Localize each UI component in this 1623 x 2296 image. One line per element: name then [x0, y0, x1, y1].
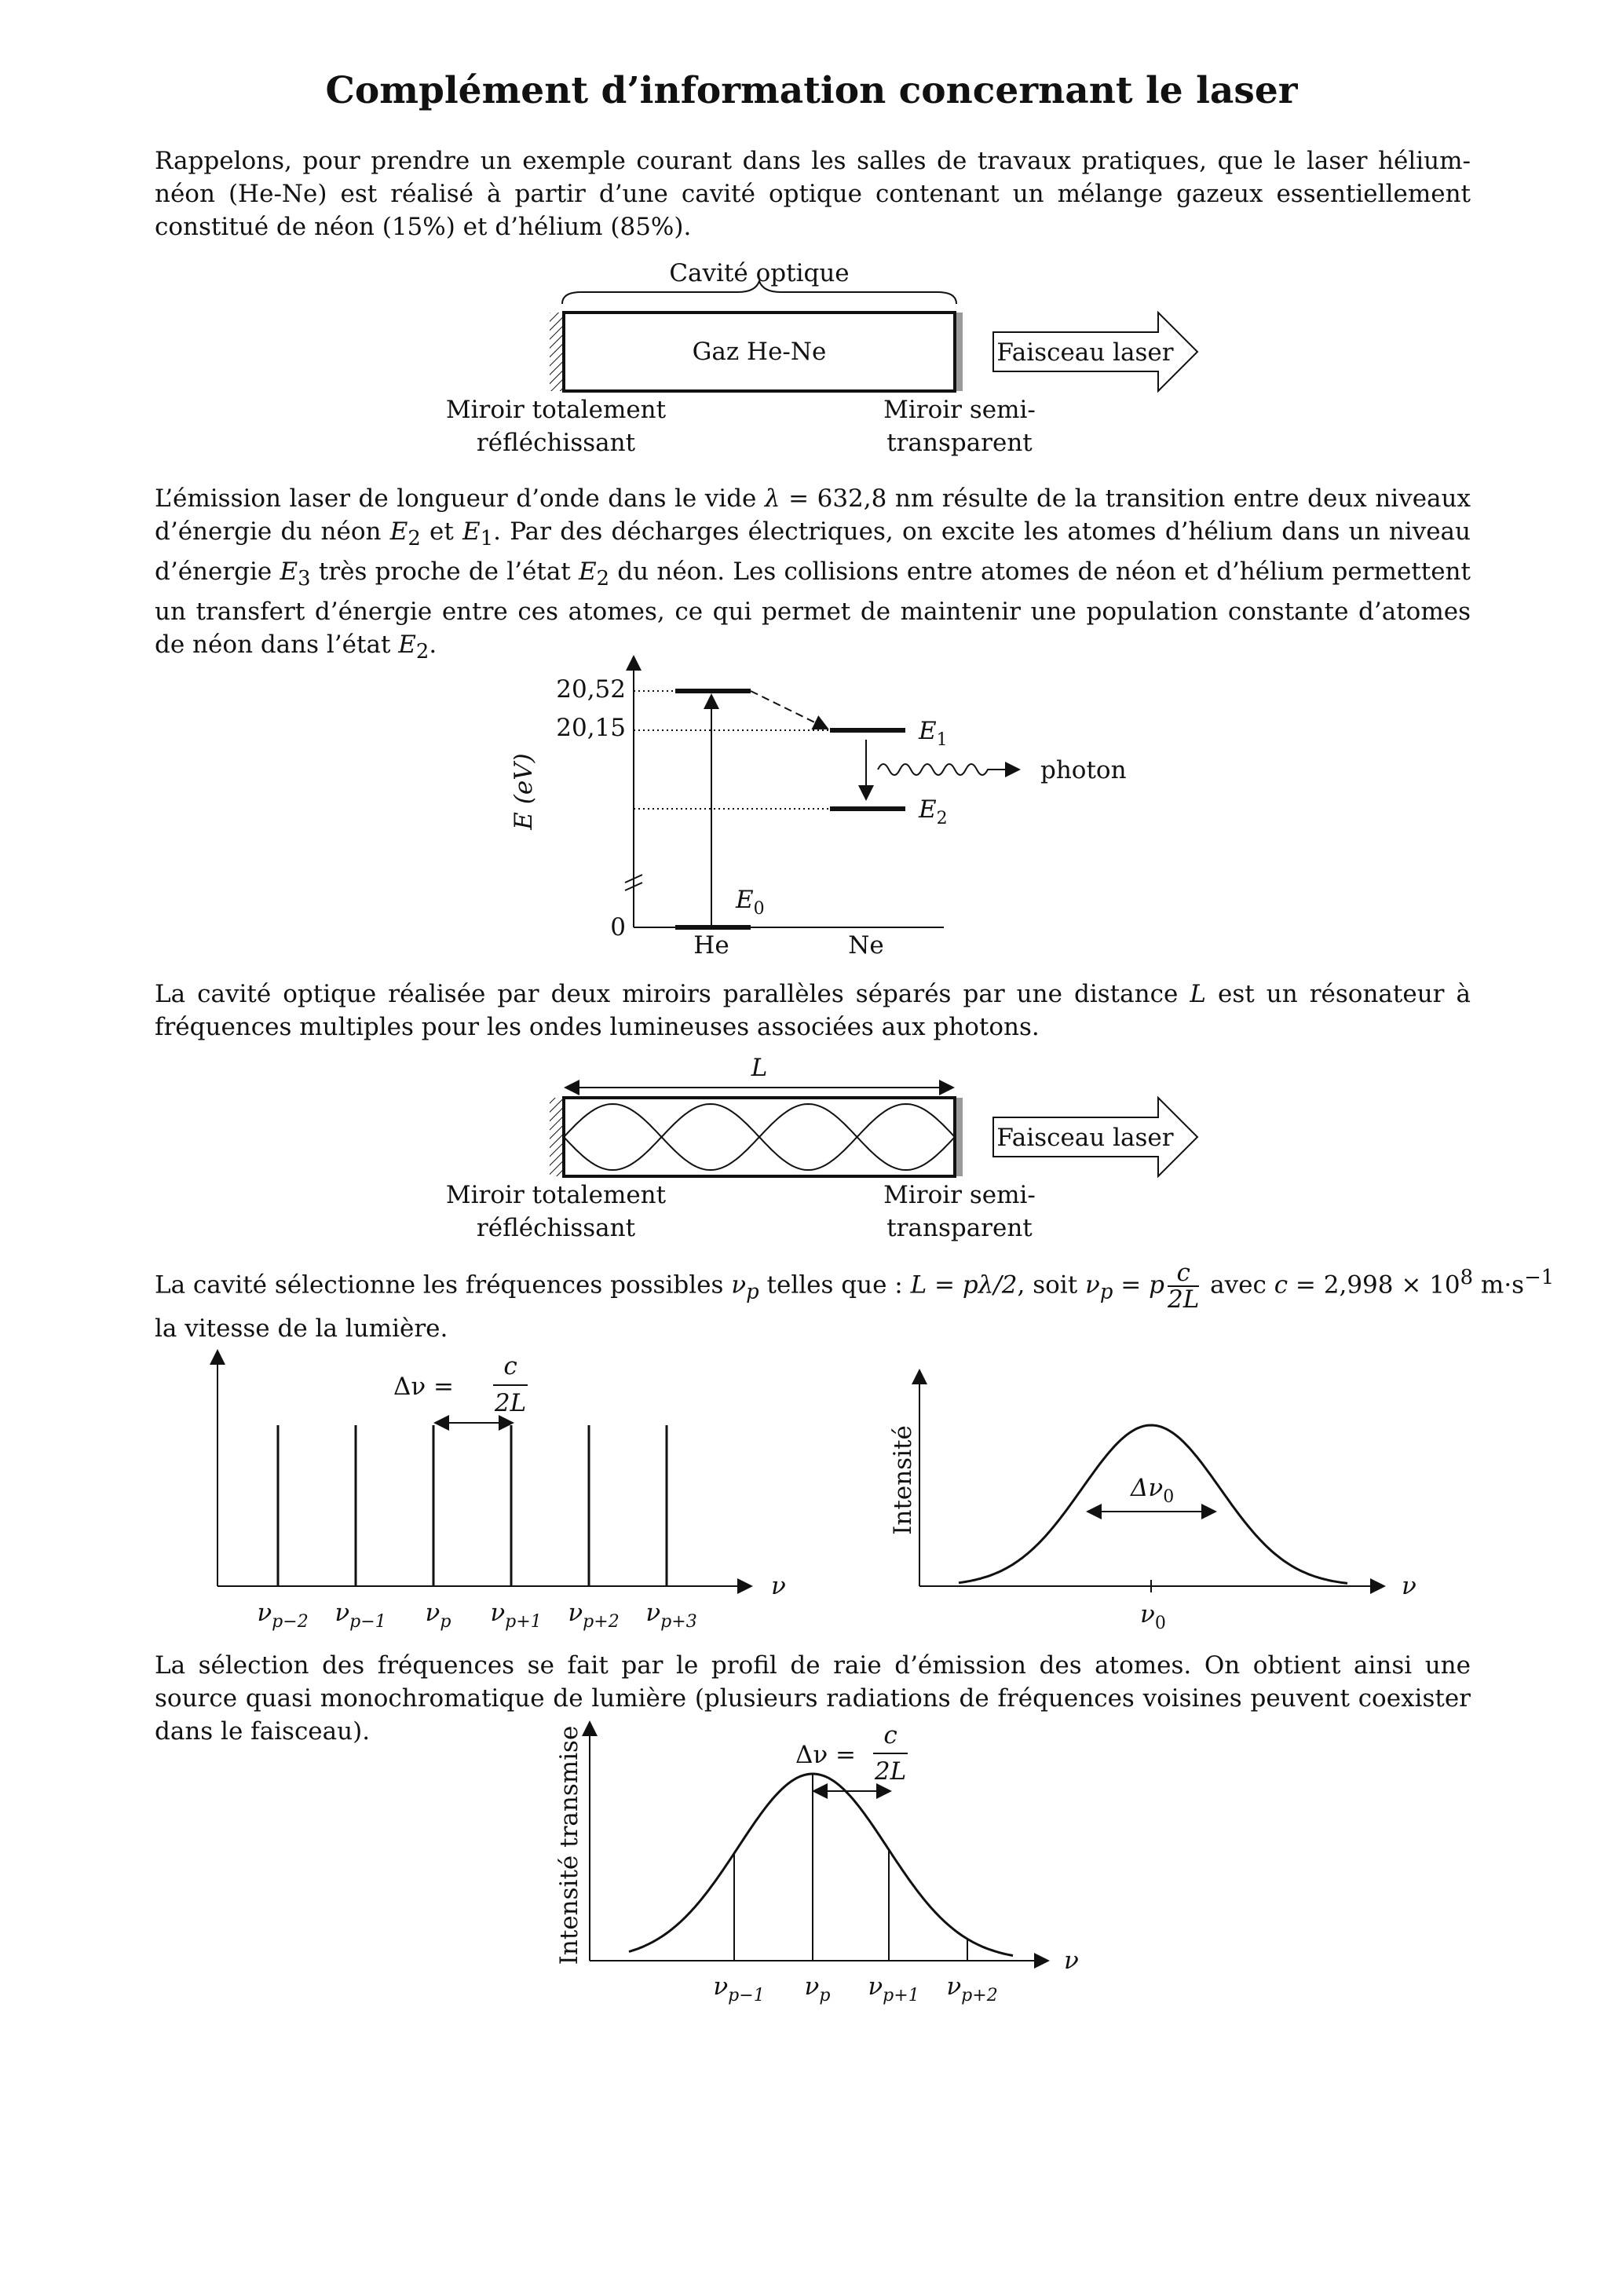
length-label: L: [751, 1054, 768, 1082]
modes-x-label: ν: [771, 1572, 786, 1600]
mode-tick-label: $\nu_{p+3}$: [645, 1599, 697, 1632]
he-label: He: [693, 931, 729, 960]
profile-width-label: $\Delta\nu_0$: [1131, 1474, 1175, 1507]
energy-axis-label: E (eV): [510, 753, 538, 830]
profile-center-label: $\nu_0$: [1140, 1600, 1166, 1633]
resonator-mirror-left-line1: Miroir totalement: [445, 1181, 667, 1209]
mirror-right-line1: Miroir semi-: [883, 396, 1036, 424]
transmitted-tick-label: $\nu_{p+1}$: [868, 1972, 919, 2005]
cavity-label: Cavité optique: [669, 259, 850, 287]
mirror-left-line1: Miroir totalement: [445, 396, 667, 424]
intro-paragraph: Rappelons, pour prendre un exemple courant dans les salles de travaux pratiques, que le laser hélium-néon (He-Ne) est réalisé à partir d’une cavité optique contenant un mélange gazeux essentiellement constitué de néon (15%) et d’hélium (85%).: [155, 147, 1471, 241]
mode-tick-label: $\nu_{p-1}$: [334, 1599, 386, 1632]
gas-label: Gaz He-Ne: [692, 338, 827, 366]
modes-delta-label: Δν =: [393, 1373, 454, 1401]
transmitted-delta-num: c: [883, 1721, 897, 1749]
resonator-mirror-left-line2: réfléchissant: [476, 1214, 636, 1242]
e1-label: $E_1$: [919, 717, 948, 750]
ne-label: Ne: [848, 931, 884, 960]
page-title: Complément d’information concernant le laser: [325, 69, 1298, 112]
profile-y-label: Intensité: [889, 1425, 917, 1535]
frequency-paragraph: La cavité sélectionne les fréquences possibles $\nu_p$ telles que : L = pλ/2, soit $\nu_p = p$ $\frac{c}{2L}$ avec $c = 2,998 \times 10^8$ $m\cdot s^{-1}$ la vitesse de la lumière.: [155, 1259, 1555, 1343]
e2-label: $E_2$: [919, 795, 948, 828]
tick-20-52: 20,52: [556, 675, 626, 704]
transmitted-tick-label: $\nu_{p+2}$: [946, 1972, 998, 2005]
resonator-beam-label: Faisceau laser: [996, 1124, 1174, 1152]
mode-tick-label: $\nu_{p+2}$: [568, 1599, 620, 1632]
e0-label: $E_0$: [736, 886, 765, 919]
transmitted-delta-label: Δν =: [795, 1741, 856, 1769]
resonator-mirror-right-line1: Miroir semi-: [883, 1181, 1036, 1209]
transmitted-delta-den: 2L: [874, 1757, 907, 1786]
modes-delta-den: 2L: [494, 1389, 527, 1417]
selection-paragraph: La sélection des fréquences se fait par le profil de raie d’émission des atomes. On obtient ainsi une source quasi monochromatique de lumière (plusieurs radiations de fréquences voisines peuvent coexister dans le faisceau).: [155, 1651, 1471, 1746]
photon-label: photon: [1040, 756, 1127, 784]
transmitted-curve: [629, 1774, 1013, 1956]
mirror-right-line2: transparent: [886, 429, 1033, 457]
transition-paragraph: L’émission laser de longueur d’onde dans le vide λ = 632,8 nm résulte de la transition entre deux niveaux d’énergie du néon $E_2$ et $E_1$. Par des décharges électriques, on excite les atomes d’hélium dans un niveau d’énergie $E_3$ très proche de l’état $E_2$ du néon. Les collisions entre atomes de néon et d’hélium permettent un transfert d’énergie entre ces atomes, ce qui permet de maintenir une population constante d’atomes de néon dans l’état $E_2$.: [155, 484, 1471, 664]
resonator-mirror-right-line2: transparent: [886, 1214, 1033, 1242]
mirror-left-line2: réfléchissant: [476, 429, 636, 457]
tick-0: 0: [610, 913, 626, 941]
tick-20-15: 20,15: [556, 714, 626, 742]
transmitted-x-label: ν: [1064, 1947, 1079, 1975]
modes-delta-num: c: [503, 1352, 517, 1380]
transmitted-tick-label: $\nu_p$: [804, 1972, 831, 2005]
resonator-paragraph: La cavité optique réalisée par deux miroirs parallèles séparés par une distance L est un résonateur à fréquences multiples pour les ondes lumineuses associées aux photons.: [155, 980, 1471, 1041]
transmitted-tick-label: $\nu_{p-1}$: [713, 1972, 765, 2005]
beam-label: Faisceau laser: [996, 338, 1174, 367]
transmitted-y-label: Intensité transmise: [555, 1725, 583, 1965]
profile-x-label: ν: [1402, 1572, 1416, 1600]
mode-tick-label: $\nu_{p-2}$: [257, 1599, 309, 1632]
mode-tick-label: $\nu_p$: [425, 1599, 451, 1632]
mode-tick-label: $\nu_{p+1}$: [490, 1599, 542, 1632]
